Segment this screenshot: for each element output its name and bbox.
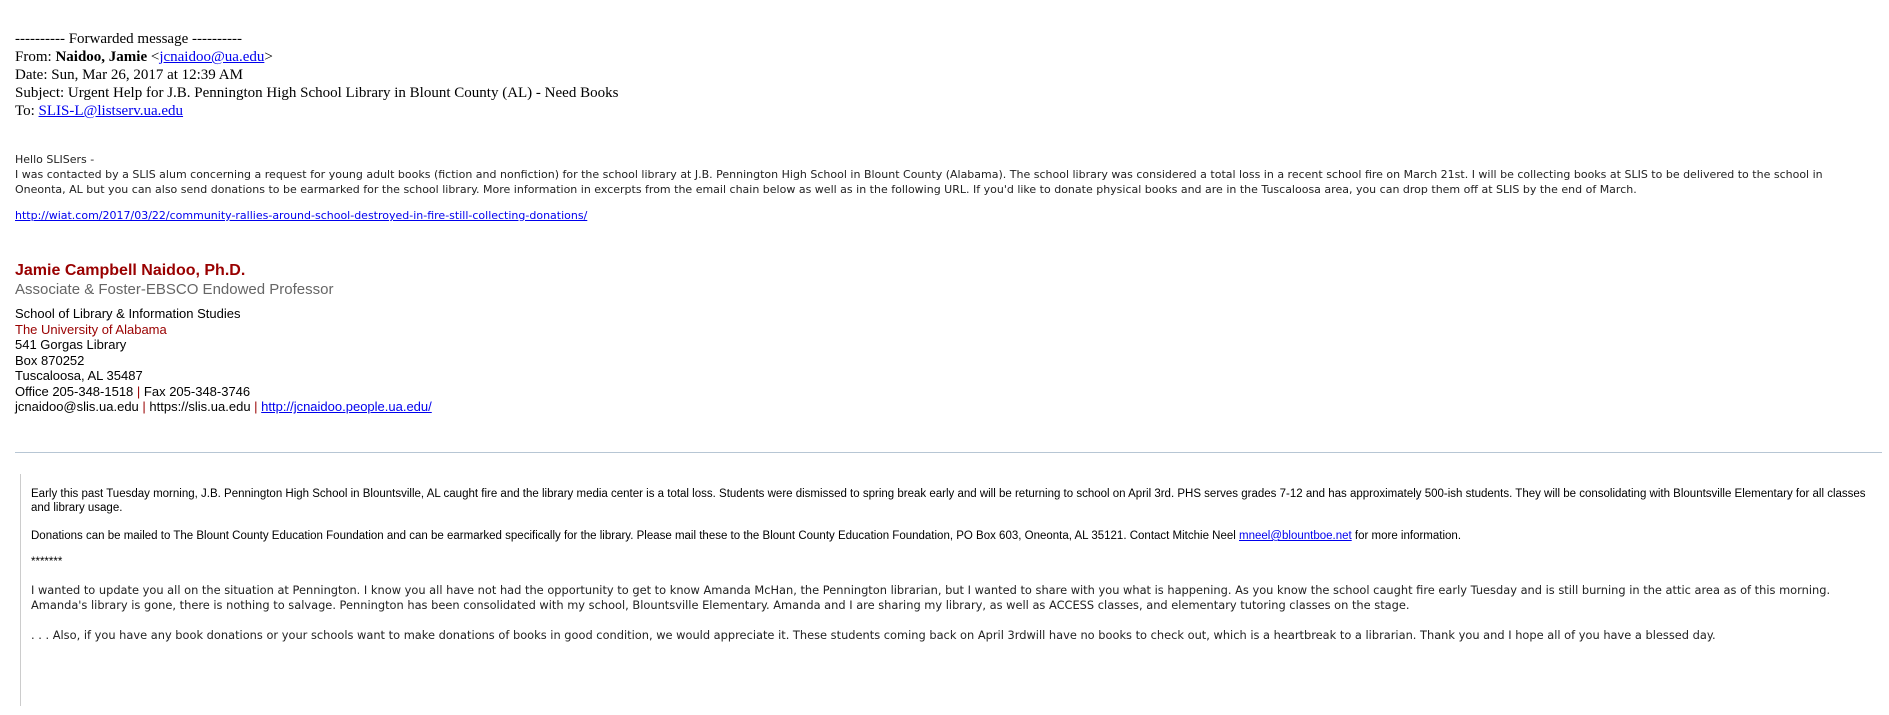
signature-title: Associate & Foster-EBSCO Endowed Professor (15, 281, 334, 298)
separator-pipe: | (133, 383, 144, 399)
subject-line: Subject: Urgent Help for J.B. Pennington High School Library in Blount County (AL) - Need Books (15, 85, 619, 101)
signature-fax: Fax 205-348-3746 (143, 383, 251, 399)
signature-phone-line (15, 384, 432, 400)
news-link-wrapper (15, 208, 587, 223)
quoted-paragraph-5: . . . Also, if you have any book donations or your schools want to make donations of books in good condition, we would appreciate it. These students coming back on April 3rdwill have no books to check out, which is a heartbreak to a librarian. Thank you and I hope all of you have a blessed day. (31, 628, 1716, 642)
signature-school: School of Library & Information Studies (15, 306, 241, 321)
message-body (15, 152, 1875, 197)
forwarded-header (15, 30, 618, 120)
signature-office: Office 205-348-1518 (15, 383, 134, 399)
signature-personal-link[interactable]: http://jcnaidoo.people.ua.edu/ (261, 399, 432, 414)
date-line: Date: Sun, Mar 26, 2017 at 12:39 AM (15, 67, 243, 83)
to-label: To: (15, 103, 39, 119)
quoted-paragraph-2-text: Donations can be mailed to The Blount County Education Foundation and can be earmarked specifically for the library. Please mail these to the Blount County Education Foundation, PO Box 603, Oneonta, AL 35121. Contact Mitchie Neel (31, 530, 1240, 542)
signature-address-3: Tuscaloosa, AL 35487 (15, 368, 143, 383)
quoted-paragraph-2-tail: for more information. (1351, 530, 1462, 542)
quoted-paragraph-1: Early this past Tuesday morning, J.B. Pennington High School in Blountsville, AL caught fire and the library media center is a total loss. Students were dismissed to spring break early and will be returning to school on April 3rd. PHS serves grades 7-12 and has approximately 500-ish students. They will be consolidating with Blountsville Elementary for all classes and library usage. (31, 488, 1866, 514)
signature-address-2: Box 870252 (15, 352, 85, 368)
signature-site: https://slis.ua.edu (149, 399, 251, 414)
greeting: Hello SLISers - (15, 153, 95, 166)
quoted-message (20, 474, 1878, 706)
to-line (15, 102, 618, 120)
message-paragraph: I was contacted by a SLIS alum concerning a request for young adult books (fiction and nonfiction) for the school library at J.B. Pennington High School in Blount County (Alabama). The school library was considered a total loss in a recent school fire on March 21st. I will be collecting books at SLIS to be delivered to the school in Oneonta, AL but you can also send donations to be earmarked for the school library. More information in excerpts from the email chain below as well as in the following URL. If you'd like to donate physical books and are in the Tuscaloosa area, you can drop them off at SLIS by the end of March. (15, 168, 1823, 196)
signature-contact-line (15, 399, 432, 415)
horizontal-divider (15, 452, 1882, 453)
from-line (15, 48, 618, 66)
signature-university: The University of Alabama (15, 321, 167, 337)
signature-name: Jamie Campbell Naidoo, Ph.D. (15, 262, 246, 279)
to-email-link[interactable]: SLIS-L@listserv.ua.edu (38, 103, 184, 119)
quoted-paragraph-4: I wanted to update you all on the situation at Pennington. I know you all have not had the opportunity to get to know Amanda McHan, the Pennington librarian, but I wanted to share with you what is happening. As you know the school caught fire early Tuesday and is still burning in the attic area as of this morning. Amanda's library is gone, there is nothing to salvage. Pennington has been consolidated with my school, Blountsville Elementary. Amanda and I are sharing my library, as well as ACCESS classes, and elementary tutoring classes on the stage. (31, 583, 1831, 612)
contact-email-link[interactable]: mneel@blountboe.net (1239, 530, 1352, 542)
signature-address-1: 541 Gorgas Library (15, 337, 127, 352)
from-label: From: (15, 49, 56, 65)
from-close: > (264, 49, 273, 65)
signature-email: jcnaidoo@slis.ua.edu (15, 399, 139, 414)
signature-block (15, 306, 432, 415)
separator-pipe: | (138, 399, 150, 414)
from-open: < (147, 49, 160, 65)
news-article-link[interactable]: http://wiat.com/2017/03/22/community-rallies-around-school-destroyed-in-fire-still-collecting-donations/ (15, 209, 588, 222)
quoted-paragraph-2 (31, 530, 1881, 544)
quoted-stars: ******* (31, 556, 63, 568)
forwarded-separator: ---------- Forwarded message ---------- (15, 31, 242, 47)
separator-pipe: | (250, 399, 262, 414)
from-email-link[interactable]: jcnaidoo@ua.edu (159, 49, 265, 65)
from-name: Naidoo, Jamie (55, 49, 148, 65)
